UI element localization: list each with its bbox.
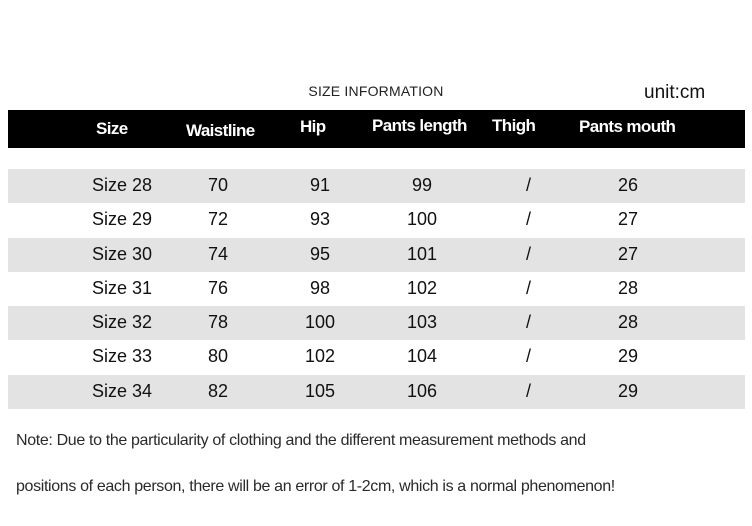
header-pants-length: Pants length xyxy=(372,116,467,135)
header-thigh: Thigh xyxy=(492,116,536,135)
header-size: Size xyxy=(96,119,128,138)
cell-size: Size 34 xyxy=(92,380,153,401)
table-row xyxy=(8,272,745,306)
cell-pants-length: 102 xyxy=(407,277,438,298)
cell-pants-length: 106 xyxy=(407,380,438,401)
cell-pants-length: 104 xyxy=(407,346,438,367)
cell-size: Size 31 xyxy=(92,277,153,298)
cell-pants-mouth: 29 xyxy=(618,380,639,401)
table-row xyxy=(8,238,745,272)
cell-waistline: 76 xyxy=(208,277,229,298)
cell-pants-mouth: 27 xyxy=(618,209,639,230)
note-line-1: Note: Due to the particularity of clothing and the different measurement methods and xyxy=(16,432,586,449)
cell-waistline: 80 xyxy=(208,346,229,367)
cell-pants-length: 101 xyxy=(407,243,438,264)
table-row xyxy=(8,375,745,409)
cell-pants-mouth: 28 xyxy=(618,312,639,333)
cell-hip: 95 xyxy=(310,243,331,264)
header-hip: Hip xyxy=(300,117,326,136)
cell-pants-mouth: 29 xyxy=(618,346,639,367)
cell-pants-mouth: 28 xyxy=(618,277,639,298)
table-row xyxy=(8,306,745,340)
cell-thigh: / xyxy=(526,209,532,230)
table-body xyxy=(8,169,745,409)
cell-pants-mouth: 26 xyxy=(618,175,639,195)
cell-thigh: / xyxy=(526,175,532,195)
cell-hip: 100 xyxy=(305,312,336,333)
cell-pants-length: 103 xyxy=(407,312,438,333)
cell-size: Size 28 xyxy=(92,175,153,195)
chart-title: SIZE INFORMATION xyxy=(308,83,444,99)
table-row xyxy=(8,203,745,237)
unit-label: unit:cm xyxy=(644,82,706,103)
cell-size: Size 30 xyxy=(92,243,153,264)
table-header xyxy=(8,110,745,148)
cell-hip: 93 xyxy=(310,209,331,230)
header-waistline: Waistline xyxy=(186,121,255,140)
cell-waistline: 72 xyxy=(208,209,229,230)
cell-pants-length: 99 xyxy=(412,175,433,195)
cell-thigh: / xyxy=(526,277,532,298)
cell-thigh: / xyxy=(526,312,532,333)
cell-waistline: 78 xyxy=(208,312,229,333)
cell-hip: 91 xyxy=(310,175,331,195)
cell-waistline: 82 xyxy=(208,380,229,401)
cell-thigh: / xyxy=(526,243,532,264)
header-pants-mouth: Pants mouth xyxy=(579,117,676,136)
cell-waistline: 74 xyxy=(208,243,229,264)
cell-pants-mouth: 27 xyxy=(618,243,639,264)
table-row xyxy=(8,169,745,203)
cell-size: Size 33 xyxy=(92,346,153,367)
cell-hip: 102 xyxy=(305,346,336,367)
note-line-2: positions of each person, there will be an error of 1-2cm, which is a normal phenomenon! xyxy=(16,478,615,495)
cell-pants-length: 100 xyxy=(407,209,438,230)
cell-thigh: / xyxy=(526,346,532,367)
cell-hip: 105 xyxy=(305,380,336,401)
cell-waistline: 70 xyxy=(208,175,229,195)
cell-size: Size 32 xyxy=(92,312,153,333)
cell-hip: 98 xyxy=(310,277,331,298)
cell-size: Size 29 xyxy=(92,209,153,230)
cell-thigh: / xyxy=(526,380,532,401)
table-row xyxy=(8,340,745,374)
